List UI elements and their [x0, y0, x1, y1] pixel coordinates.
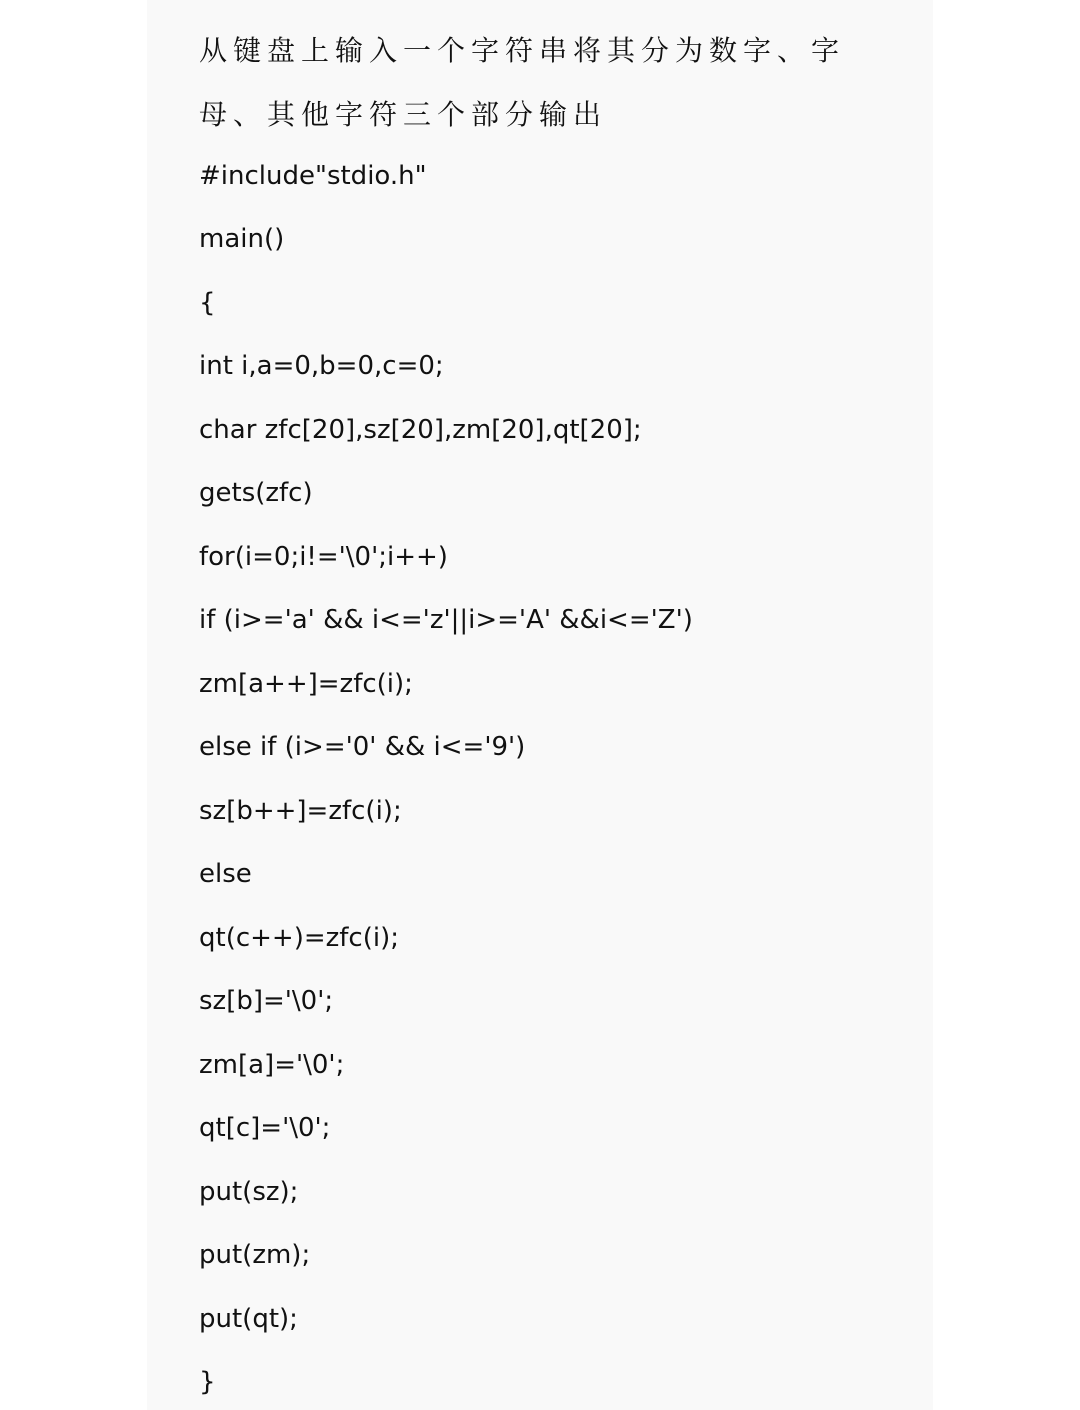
code-line: qt(c++)=zfc(i);: [199, 923, 400, 953]
code-line: for(i=0;i!='\0';i++): [199, 542, 448, 572]
title-line-2: 母、其他字符三个部分输出: [199, 98, 608, 131]
code-line: {: [199, 288, 216, 318]
code-line: if (i>='a' && i<='z'||i>='A' &&i<='Z'): [199, 605, 693, 635]
code-line: put(zm);: [199, 1240, 311, 1270]
code-line: int i,a=0,b=0,c=0;: [199, 351, 444, 381]
code-line: gets(zfc): [199, 478, 313, 508]
document-page: [147, 0, 933, 1410]
code-line: else: [199, 859, 252, 889]
code-line: #include"stdio.h": [199, 161, 427, 191]
code-line: else if (i>='0' && i<='9'): [199, 732, 526, 762]
code-line: qt[c]='\0';: [199, 1113, 331, 1143]
code-line: char zfc[20],sz[20],zm[20],qt[20];: [199, 415, 642, 445]
code-line: sz[b]='\0';: [199, 986, 334, 1016]
code-line: main(): [199, 224, 285, 254]
title-line-1: 从键盘上输入一个字符串将其分为数字、字: [199, 34, 846, 67]
code-line: zm[a++]=zfc(i);: [199, 669, 413, 699]
code-line: put(qt);: [199, 1304, 298, 1334]
code-line: put(sz);: [199, 1177, 299, 1207]
code-line: }: [199, 1367, 216, 1397]
code-line: zm[a]='\0';: [199, 1050, 345, 1080]
code-line: sz[b++]=zfc(i);: [199, 796, 402, 826]
